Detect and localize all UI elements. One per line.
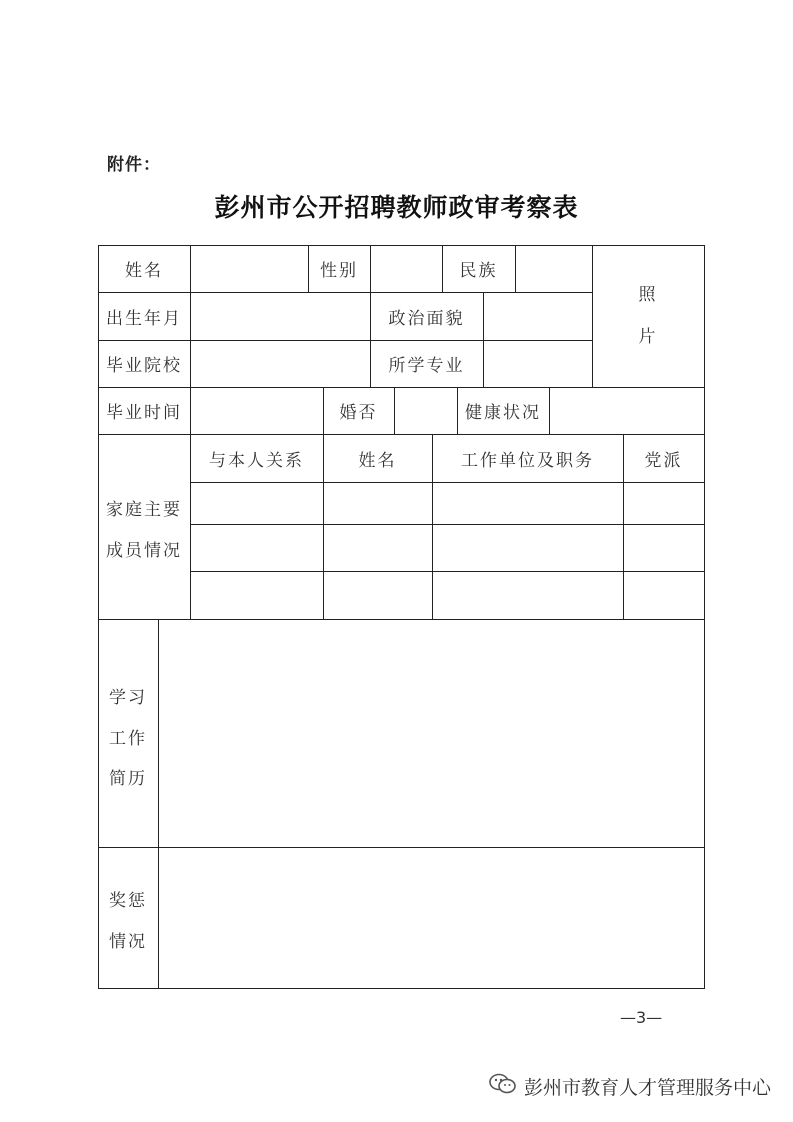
grad-time-label: 毕业时间 (106, 403, 182, 423)
name-label: 姓名 (125, 261, 163, 281)
form-title: 彭州市公开招聘教师政审考察表 (214, 193, 579, 222)
health-field[interactable] (550, 388, 704, 434)
resume-label-line: 简历 (109, 769, 147, 790)
political-field[interactable] (484, 293, 592, 340)
photo-label-char: 片 (638, 327, 658, 347)
photo-box[interactable] (592, 245, 704, 387)
resume-label-line: 学习 (109, 687, 147, 708)
table-line (98, 988, 705, 989)
major-field[interactable] (484, 341, 592, 387)
resume-label-line: 工作 (109, 728, 147, 749)
page-number: —3— (620, 1008, 663, 1027)
table-line (704, 245, 705, 989)
grad-time-field[interactable] (191, 388, 323, 434)
marital-label: 婚否 (339, 403, 378, 423)
resume-label (98, 619, 158, 847)
family-col-work: 工作单位及职务 (461, 450, 594, 471)
rewards-label (98, 847, 158, 988)
watermark-text: 彭州市教育人才管理服务中心 (524, 1076, 772, 1099)
major-label: 所学专业 (388, 356, 465, 376)
gender-field[interactable] (371, 246, 442, 292)
wechat-icon (488, 1072, 518, 1100)
family-col-party: 党派 (644, 450, 683, 471)
health-label: 健康状况 (465, 403, 541, 423)
rewards-label-line: 情况 (109, 931, 147, 952)
birth-field[interactable] (191, 293, 370, 340)
school-label: 毕业院校 (106, 356, 182, 376)
ethnicity-field[interactable] (516, 246, 592, 292)
gender-label: 性别 (320, 261, 358, 281)
family-label-line: 家庭主要 (106, 499, 182, 520)
family-label (98, 434, 190, 619)
family-row-3-field[interactable] (191, 572, 704, 619)
birth-label: 出生年月 (106, 308, 182, 329)
family-col-name: 姓名 (358, 450, 397, 471)
ethnicity-label: 民族 (459, 261, 498, 281)
family-col-relation: 与本人关系 (209, 450, 304, 471)
family-row-2-field[interactable] (191, 525, 704, 571)
watermark (488, 1072, 771, 1100)
rewards-field[interactable] (159, 848, 704, 988)
school-field[interactable] (191, 341, 370, 387)
name-field[interactable] (191, 246, 308, 292)
political-label: 政治面貌 (388, 308, 465, 329)
attachment-label: 附件： (107, 155, 161, 175)
rewards-label-line: 奖惩 (109, 890, 147, 911)
resume-field[interactable] (159, 620, 704, 847)
family-label-line: 成员情况 (106, 540, 182, 561)
marital-field[interactable] (395, 388, 457, 434)
family-row-1-field[interactable] (191, 483, 704, 524)
photo-label-char: 照 (638, 284, 658, 305)
